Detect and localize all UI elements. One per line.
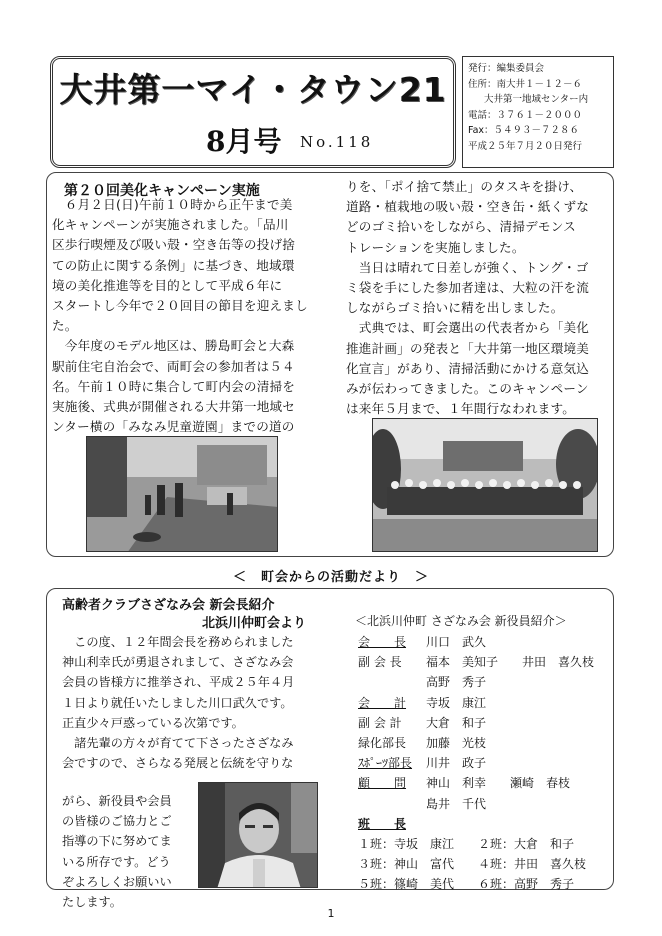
article-column <box>62 630 350 773</box>
roster-row <box>358 632 594 652</box>
article-column <box>346 177 614 419</box>
publisher-line: 発行：編集委員会 <box>468 63 545 74</box>
roster-names: 島井 千代 <box>426 796 487 811</box>
roster-names: 寺坂 康江 <box>426 695 487 710</box>
group-row: ５班：篠崎 美代 ６班：高野 秀子 <box>358 877 575 892</box>
text-line: 駅前住宅自治会で、両町会の参加者は５４ <box>52 358 295 374</box>
publisher-line: 大井第一地域センター内 <box>484 94 589 105</box>
roster-names: 加藤 光枝 <box>426 736 487 751</box>
text-line: 境の美化推進等を目的として平成６年に <box>52 277 283 293</box>
roster-names: 高野 秀子 <box>426 675 487 690</box>
text-line: 区歩行喫煙及び吸い殻・空き缶等の投げ捨 <box>52 237 296 253</box>
publisher-line: Fax：５４９３－７２８６ <box>468 125 580 136</box>
text-line: 指導の下に努めてま <box>62 834 172 849</box>
publisher-line: 平成２５年７月２０日発行 <box>468 140 583 152</box>
cleanup-street-photo <box>86 436 278 552</box>
roster-role: 副 会 長 <box>358 655 402 670</box>
text-line: の皆様のご協力とご <box>62 814 172 829</box>
text-line: 諸先輩の方々が育てて下さったさざなみ <box>62 736 294 751</box>
text-line: 道路・植栽地の吸い殻・空き缶・紙くずな <box>346 199 590 215</box>
text-line: ぞよろしくお願いい <box>62 874 172 889</box>
roster-names: 大倉 和子 <box>426 715 487 730</box>
text-line: 当日は晴れて日差しが強く、トング・ゴ <box>346 259 589 275</box>
photo-image <box>373 419 598 552</box>
text-line: この度、１２年間会長を務められました <box>62 635 294 649</box>
page-number: 1 <box>327 907 335 920</box>
roster-title: ＜北浜川仲町 さざなみ会 新役員紹介＞ <box>355 614 567 628</box>
roster-row <box>358 753 594 773</box>
roster-row <box>358 652 594 672</box>
text-line: 式典では、町会選出の代表者から「美化 <box>346 320 590 336</box>
roster-row <box>358 693 594 713</box>
publisher-line: 電話：３７６１－２０００ <box>468 109 583 121</box>
text-line: 正直少々戸惑っている次第です。 <box>62 715 244 730</box>
roster-names: 川井 政子 <box>426 756 487 771</box>
text-line: 名。午前１０時に集合して町内会の清掃を <box>52 378 296 394</box>
text-line: 今年度のモデル地区は、勝島町会と大森 <box>52 338 295 354</box>
roster-row <box>358 672 594 692</box>
roster-role: 緑化部長 <box>358 736 407 751</box>
text-line: ６月２日(日)午前１０時から正午まで美 <box>52 197 293 212</box>
text-line: トレーションを実施しました。 <box>346 239 525 255</box>
text-line: がら、新役員や会員 <box>62 794 172 808</box>
section-header: ＜ 町会からの活動だより ＞ <box>232 570 429 585</box>
article-subtitle: 北浜川仲町会より <box>202 616 307 631</box>
photo-image <box>87 437 278 552</box>
text-line: 会ですので、さらなる発展と伝統を守りな <box>62 756 294 771</box>
text-line: ンター横の「みなみ児童遊園」までの道の <box>52 419 295 435</box>
text-line: １日より就任いたしました川口武久です。 <box>62 695 293 710</box>
article-title: 高齢者クラブさざなみ会 新会長紹介 <box>62 598 275 613</box>
publisher-line: 住所：南大井１－１２－６ <box>468 78 583 90</box>
publisher-info <box>462 56 614 168</box>
issue-number: No.118 <box>300 133 374 151</box>
roster-names: 川口 武久 <box>426 635 487 649</box>
roster-role: ｽﾎﾟｰﾂ部長 <box>358 756 413 771</box>
article-column <box>52 195 342 437</box>
participants-group-photo <box>372 418 598 552</box>
roster-row <box>358 794 594 814</box>
article-column <box>62 791 194 912</box>
group-row: ３班：神山 富代 ４班：井田 喜久枝 <box>358 857 587 872</box>
group-row: １班：寺坂 康江 ２班：大倉 和子 <box>358 837 575 852</box>
text-line: は来年５月まで、１年間行なわれます。 <box>346 401 576 417</box>
text-line: 実施後、式典が開催される大井第一地域セ <box>52 399 296 415</box>
text-line: 化宣言」があり、清掃活動にかける意気込 <box>346 360 590 376</box>
roster-names: 福本 美知子 井田 喜久枝 <box>426 655 595 670</box>
roster-names: 神山 利幸 瀬崎 春枝 <box>426 776 571 791</box>
roster-role: 会 計 <box>358 695 407 710</box>
text-line: 化キャンペーンが実施されました。「品川 <box>52 217 289 233</box>
roster-row <box>358 713 594 733</box>
newsletter-title: 大井第一マイ・タウン21 <box>59 70 447 109</box>
text-line: たします。 <box>62 895 122 910</box>
text-line: みが伝わってきました。このキャンペーン <box>346 381 589 397</box>
roster-role: 会 長 <box>358 635 407 649</box>
text-line: しながらゴミ拾いに精を出しました。 <box>346 300 564 316</box>
text-line: ミ袋を手にした参加者達は、大粒の汗を流 <box>346 280 590 296</box>
text-line: た。 <box>52 318 78 334</box>
text-line: スタートし今年で２０回目の節目を迎えまし <box>52 298 308 314</box>
text-line: 会員の皆様方に推挙され、平成２５年４月 <box>62 675 295 690</box>
text-line: りを、「ポイ捨て禁止」のタスキを掛け、 <box>346 179 583 194</box>
issue-month: 8月号 <box>206 125 282 158</box>
text-line: 神山利幸氏が勇退されまして、さざなみ会 <box>62 655 294 670</box>
roster-row <box>358 733 594 753</box>
groups-title: 班 長 <box>358 816 407 831</box>
text-line: いる所存です。どう <box>62 854 171 869</box>
roster-row <box>358 773 594 793</box>
roster-role: 副 会 計 <box>358 715 402 730</box>
text-line: 推進計画」の発表と「大井第一地区環境美 <box>346 340 590 356</box>
article-title: 第２０回美化キャンペーン実施 <box>64 183 260 199</box>
roster-list <box>358 632 594 895</box>
chairman-portrait-photo <box>198 782 318 888</box>
roster-role: 顧 問 <box>358 776 407 791</box>
text-line: ての防止に関する条例」に基づき、地域環 <box>52 257 295 273</box>
photo-image <box>199 783 318 888</box>
text-line: どのゴミ拾いをしながら、清掃デモンス <box>346 219 576 235</box>
